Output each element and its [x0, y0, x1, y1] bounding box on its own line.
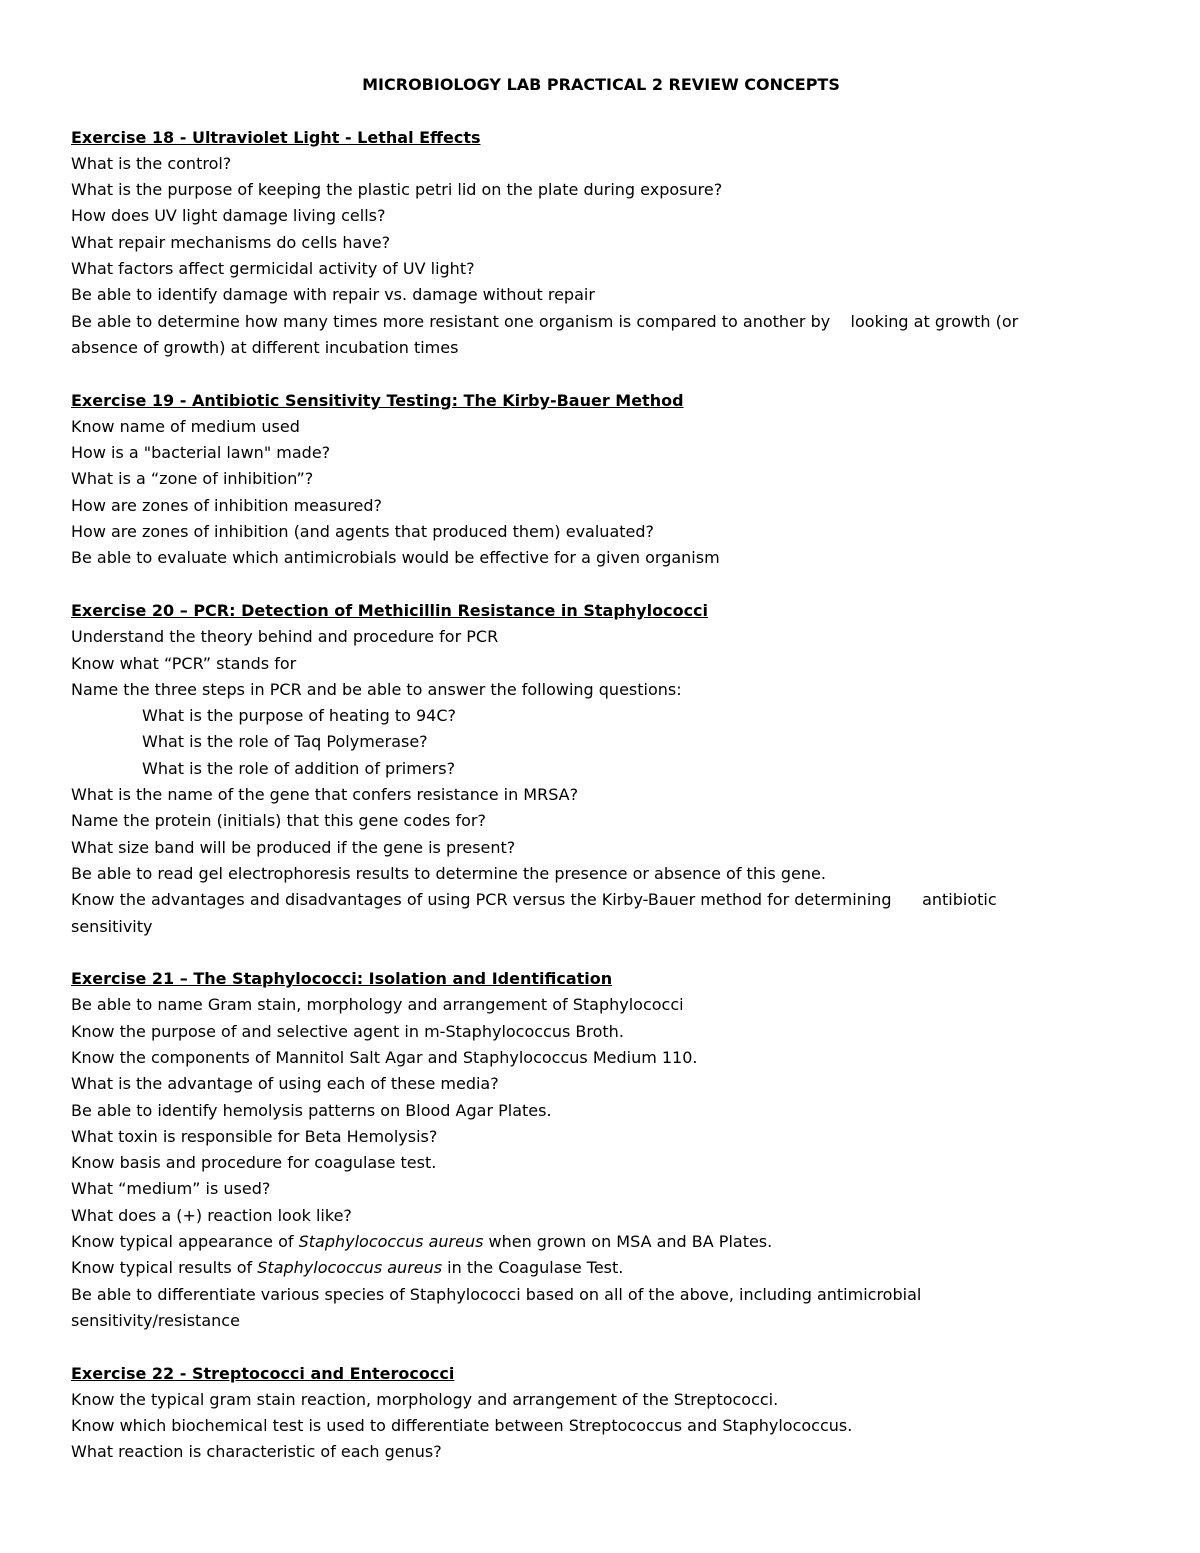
- review-item-text: Know typical appearance of: [71, 1232, 299, 1252]
- review-item: How is a "bacterial lawn" made?: [71, 443, 331, 463]
- review-item-text: when grown on MSA and BA Plates.: [483, 1232, 773, 1252]
- review-subitem: What is the role of Taq Polymerase?: [142, 732, 428, 752]
- review-subitem: What is the purpose of heating to 94C?: [142, 706, 456, 726]
- section-heading: Exercise 21 – The Staphylococci: Isolation and Identification: [71, 969, 613, 989]
- review-item: Be able to identify damage with repair vs. damage without repair: [71, 285, 595, 305]
- review-item: How are zones of inhibition (and agents that produced them) evaluated?: [71, 522, 655, 542]
- review-item: Know name of medium used: [71, 416, 300, 436]
- review-item: How does UV light damage living cells?: [71, 206, 386, 226]
- review-item: Know what “PCR” stands for: [71, 653, 297, 673]
- review-item: absence of growth) at different incubation times: [71, 337, 459, 357]
- review-item: Be able to determine how many times more resistant one organism is compared to another by looking at growth (or: [71, 311, 1019, 331]
- document-title: MICROBIOLOGY LAB PRACTICAL 2 REVIEW CONCEPTS: [362, 75, 840, 94]
- review-item: Be able to identify hemolysis patterns on Blood Agar Plates.: [71, 1100, 552, 1120]
- review-item-text: in the Coagulase Test.: [442, 1258, 624, 1278]
- section-exercise-19: [71, 388, 1131, 572]
- review-item: Know the purpose of and selective agent in m-Staphylococcus Broth.: [71, 1021, 624, 1041]
- species-name: Staphylococcus aureus: [257, 1258, 443, 1278]
- review-item: Be able to name Gram stain, morphology and arrangement of Staphylococci: [71, 995, 684, 1015]
- review-item-with-species: [71, 1255, 1131, 1281]
- review-item: What is the control?: [71, 153, 232, 173]
- review-item: Know the components of Mannitol Salt Agar and Staphylococcus Medium 110.: [71, 1047, 698, 1067]
- review-item: What is the purpose of keeping the plastic petri lid on the plate during exposure?: [71, 180, 723, 200]
- review-item: What repair mechanisms do cells have?: [71, 232, 391, 252]
- document-page: [71, 72, 1131, 1466]
- review-item: sensitivity/resistance: [71, 1310, 240, 1330]
- review-item: Know which biochemical test is used to differentiate between Streptococcus and Staphylococcus.: [71, 1416, 853, 1436]
- review-item: What is the name of the gene that confers resistance in MRSA?: [71, 785, 579, 805]
- review-item: Be able to differentiate various species of Staphylococci based on all of the above, including antimicrobial: [71, 1284, 922, 1304]
- review-item: What does a (+) reaction look like?: [71, 1205, 352, 1225]
- review-item: Be able to read gel electrophoresis results to determine the presence or absence of this gene.: [71, 863, 826, 883]
- review-item: How are zones of inhibition measured?: [71, 495, 382, 515]
- section-exercise-20: [71, 598, 1131, 940]
- review-item-with-species: [71, 1229, 1131, 1255]
- review-item: Name the three steps in PCR and be able to answer the following questions:: [71, 679, 682, 699]
- section-exercise-21: [71, 966, 1131, 1334]
- section-heading: Exercise 20 – PCR: Detection of Methicillin Resistance in Staphylococci: [71, 600, 709, 620]
- review-item-text: Know typical results of: [71, 1258, 258, 1278]
- review-item: What reaction is characteristic of each genus?: [71, 1442, 442, 1462]
- review-item: What size band will be produced if the gene is present?: [71, 837, 516, 857]
- section-heading: Exercise 22 - Streptococci and Enterococci: [71, 1363, 455, 1383]
- review-item: Know the typical gram stain reaction, morphology and arrangement of the Streptococci.: [71, 1389, 779, 1409]
- species-name: Staphylococcus aureus: [298, 1232, 484, 1252]
- section-exercise-22: [71, 1361, 1131, 1466]
- review-item: What “medium” is used?: [71, 1179, 271, 1199]
- review-item: sensitivity: [71, 916, 153, 936]
- review-item: What toxin is responsible for Beta Hemolysis?: [71, 1126, 438, 1146]
- review-item: Know the advantages and disadvantages of using PCR versus the Kirby-Bauer method for determining antibiotic: [71, 890, 997, 910]
- section-exercise-18: [71, 125, 1131, 362]
- review-item: What factors affect germicidal activity of UV light?: [71, 259, 475, 279]
- section-heading: Exercise 18 - Ultraviolet Light - Lethal Effects: [71, 127, 481, 147]
- section-heading: Exercise 19 - Antibiotic Sensitivity Testing: The Kirby-Bauer Method: [71, 390, 684, 410]
- review-item: Name the protein (initials) that this gene codes for?: [71, 811, 486, 831]
- review-item: Be able to evaluate which antimicrobials would be effective for a given organism: [71, 548, 720, 568]
- review-subitem: What is the role of addition of primers?: [142, 758, 456, 778]
- review-item: Understand the theory behind and procedure for PCR: [71, 627, 499, 647]
- review-item: Know basis and procedure for coagulase test.: [71, 1153, 437, 1173]
- review-item: What is a “zone of inhibition”?: [71, 469, 314, 489]
- review-item: What is the advantage of using each of these media?: [71, 1074, 499, 1094]
